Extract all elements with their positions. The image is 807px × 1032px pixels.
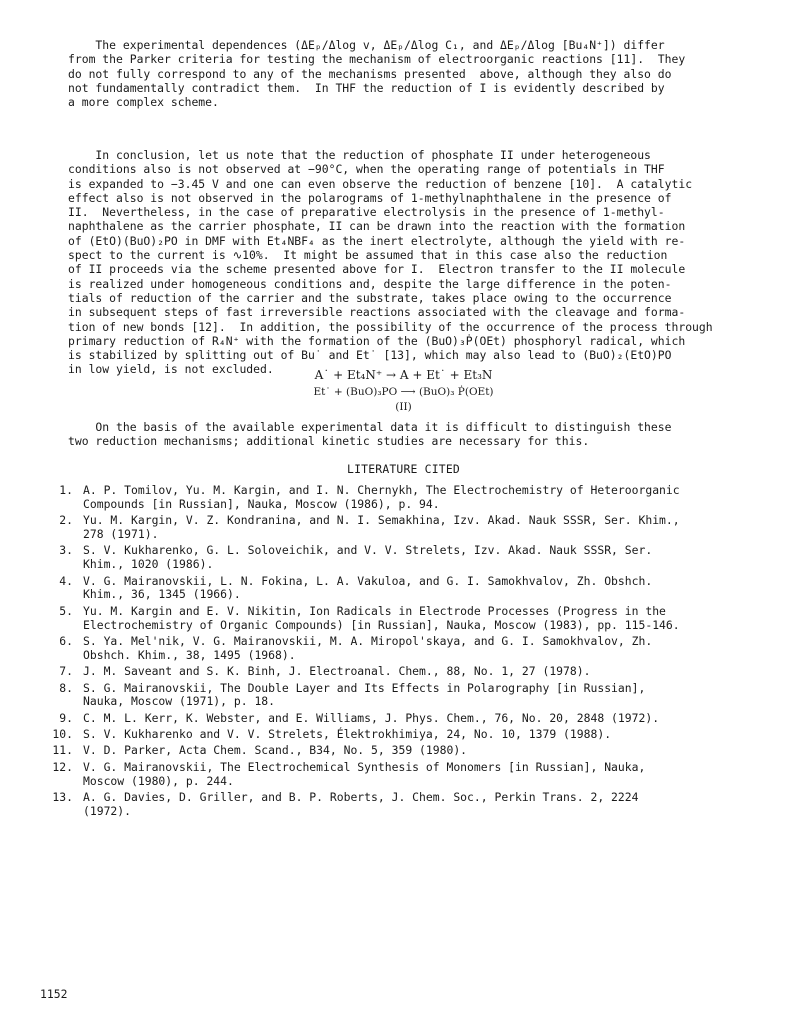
reference-number: 6. bbox=[59, 633, 73, 648]
reference-number: 8. bbox=[59, 680, 73, 695]
text-line: is stabilized by splitting out of Bu˙ and Et˙ [13], which may also lead to (BuO)₂(EtO)PO bbox=[68, 348, 672, 363]
text-line: do not fully correspond to any of the mechanisms presented above, although they also do bbox=[68, 66, 672, 81]
reference-number: 13. bbox=[52, 790, 73, 805]
reference-number: 10. bbox=[52, 727, 73, 742]
reference-text bbox=[83, 744, 467, 758]
text-line: naphthalene as the carrier phosphate, II can be drawn into the reaction with the formation bbox=[68, 219, 686, 234]
reference-line: Moscow (1980), p. 244. bbox=[83, 773, 234, 788]
text-line: primary reduction of R₄N⁺ with the formation of the (BuO)₃Ṗ(OEt) phosphoryl radical, which bbox=[68, 333, 686, 348]
reference-line: V. D. Parker, Acta Chem. Scand., B34, No. 5, 359 (1980). bbox=[83, 743, 468, 758]
reference-line: S. V. Kukharenko, G. L. Soloveichik, and V. V. Strelets, Izv. Akad. Nauk SSSR, Ser. bbox=[83, 543, 653, 558]
reaction-equation-label: (II) bbox=[395, 401, 412, 413]
reference-item bbox=[40, 575, 760, 603]
reference-number: 3. bbox=[59, 543, 73, 558]
reference-line: (1972). bbox=[83, 803, 132, 818]
reference-text bbox=[83, 544, 652, 572]
reference-text bbox=[83, 514, 680, 542]
reference-number: 5. bbox=[59, 603, 73, 618]
text-line: spect to the current is ∿10%. It might be assumed that in this case also the reduction bbox=[68, 248, 668, 263]
reference-item bbox=[40, 484, 760, 512]
reference-text bbox=[83, 712, 659, 726]
text-line: in low yield, is not excluded. bbox=[68, 362, 274, 377]
reference-item bbox=[40, 635, 760, 663]
reference-line: S. V. Kukharenko and V. V. Strelets, Élektrokhimiya, 24, No. 10, 1379 (1988). bbox=[83, 727, 612, 742]
reference-line: Electrochemistry of Organic Compounds) [in Russian], Nauka, Moscow (1983), pp. 115-146. bbox=[83, 617, 680, 632]
reference-line: C. M. L. Kerr, K. Webster, and E. Williams, J. Phys. Chem., 76, No. 20, 2848 (1972). bbox=[83, 710, 660, 725]
reference-item bbox=[40, 544, 760, 572]
text-line: two reduction mechanisms; additional kinetic studies are necessary for this. bbox=[68, 434, 590, 449]
reference-line: Obshch. Khim., 38, 1495 (1968). bbox=[83, 647, 296, 662]
reference-item bbox=[40, 605, 760, 633]
reference-item bbox=[40, 761, 760, 789]
paragraph-conclusion bbox=[68, 148, 740, 377]
text-line: not fundamentally contradict them. In THF the reduction of I is evidently described by bbox=[68, 80, 665, 95]
reference-line: V. G. Mairanovskii, L. N. Fokina, L. A. Vakuloa, and G. I. Samokhvalov, Zh. Obshch. bbox=[83, 573, 653, 588]
paragraph-experimental-dependences bbox=[68, 38, 740, 109]
text-line: tials of reduction of the carrier and the substrate, takes place owing to the occurrence bbox=[68, 290, 672, 305]
reference-item bbox=[40, 514, 760, 542]
text-line: is realized under homogeneous conditions and, despite the large difference in the poten- bbox=[68, 276, 672, 291]
text-line: is expanded to −3.45 V and one can even observe the reduction of benzene [10]. A catalytic bbox=[68, 176, 693, 191]
reference-line: 278 (1971). bbox=[83, 526, 159, 541]
text-line: of (EtO)(BuO)₂PO in DMF with Et₄NBF₄ as the inert electrolyte, although the yield with re- bbox=[68, 233, 686, 248]
reference-line: S. G. Mairanovskii, The Double Layer and Its Effects in Polarography [in Russian], bbox=[83, 680, 646, 695]
reference-text bbox=[83, 761, 645, 789]
text-line: a more complex scheme. bbox=[68, 95, 219, 110]
reference-line: Compounds [in Russian], Nauka, Moscow (1986), p. 94. bbox=[83, 496, 440, 511]
text-line: effect also is not observed in the polarograms of 1-methylnaphthalene in the presence of bbox=[68, 190, 672, 205]
reference-text bbox=[83, 682, 645, 710]
reference-number: 4. bbox=[59, 573, 73, 588]
page-number: 1152 bbox=[40, 987, 68, 1001]
reference-number: 7. bbox=[59, 664, 73, 679]
reference-line: S. Ya. Mel'nik, V. G. Mairanovskii, M. A. Miropol'skaya, and G. I. Samokhvalov, Zh. bbox=[83, 633, 653, 648]
text-line: from the Parker criteria for testing the mechanism of electroorganic reactions [11]. They bbox=[68, 52, 686, 67]
reference-number: 11. bbox=[52, 743, 73, 758]
reference-number: 2. bbox=[59, 513, 73, 528]
reaction-equation-1: A˙ + Et₄N⁺ → A + Et˙ + Et₃N bbox=[314, 368, 493, 382]
reference-item bbox=[40, 791, 760, 819]
paragraph-final-remark bbox=[68, 420, 740, 449]
reference-text bbox=[83, 484, 680, 512]
reference-line: J. M. Saveant and S. K. Binh, J. Electroanal. Chem., 88, No. 1, 27 (1978). bbox=[83, 664, 591, 679]
reference-number: 1. bbox=[59, 483, 73, 497]
reaction-equation-2: Et˙ + (BuO)₃PO ⟶ (BuO)₃ Ṗ(OEt) bbox=[313, 386, 494, 398]
text-line: On the basis of the available experimental data it is difficult to distinguish these bbox=[68, 420, 672, 434]
reference-text bbox=[83, 575, 652, 603]
text-line: The experimental dependences (ΔEₚ/Δlog v, ΔEₚ/Δlog C₁, and ΔEₚ/Δlog [Bu₄N⁺]) differ bbox=[68, 38, 665, 52]
reference-item bbox=[40, 665, 760, 679]
reference-text bbox=[83, 605, 680, 633]
reference-text bbox=[83, 665, 590, 679]
literature-cited-heading: LITERATURE CITED bbox=[347, 462, 460, 476]
reference-line: Yu. M. Kargin, V. Z. Kondranina, and N. I. Semakhina, Izv. Akad. Nauk SSSR, Ser. Khim., bbox=[83, 513, 680, 528]
text-line: of II proceeds via the scheme presented above for I. Electron transfer to the II molecule bbox=[68, 262, 686, 277]
reference-text bbox=[83, 635, 652, 663]
reference-text bbox=[83, 728, 611, 742]
reference-number: 12. bbox=[52, 759, 73, 774]
reference-line: Khim., 36, 1345 (1966). bbox=[83, 587, 241, 602]
text-line: In conclusion, let us note that the reduction of phosphate II under heterogeneous bbox=[68, 148, 651, 162]
reference-item bbox=[40, 712, 760, 726]
text-line: tion of new bonds [12]. In addition, the possibility of the occurrence of the process through bbox=[68, 319, 713, 334]
reference-list bbox=[40, 484, 760, 821]
reference-line: A. G. Davies, D. Griller, and B. P. Roberts, J. Chem. Soc., Perkin Trans. 2, 2224 bbox=[83, 790, 639, 805]
reference-line: A. P. Tomilov, Yu. M. Kargin, and I. N. Chernykh, The Electrochemistry of Heteroorganic bbox=[83, 483, 680, 497]
reference-text bbox=[83, 791, 638, 819]
text-line: in subsequent steps of fast irreversible reactions associated with the cleavage and forma- bbox=[68, 305, 686, 320]
text-line: conditions also is not observed at −90°C, when the operating range of potentials in THF bbox=[68, 162, 665, 177]
reference-item bbox=[40, 744, 760, 758]
reference-line: Khim., 1020 (1986). bbox=[83, 557, 214, 572]
reference-item bbox=[40, 728, 760, 742]
text-line: II. Nevertheless, in the case of preparative electrolysis in the presence of 1-methyl- bbox=[68, 205, 665, 220]
reference-item bbox=[40, 682, 760, 710]
reference-line: Nauka, Moscow (1971), p. 18. bbox=[83, 694, 276, 709]
reference-line: Yu. M. Kargin and E. V. Nikitin, Ion Radicals in Electrode Processes (Progress in the bbox=[83, 603, 666, 618]
reference-number: 9. bbox=[59, 710, 73, 725]
reference-line: V. G. Mairanovskii, The Electrochemical Synthesis of Monomers [in Russian], Nauka, bbox=[83, 759, 646, 774]
